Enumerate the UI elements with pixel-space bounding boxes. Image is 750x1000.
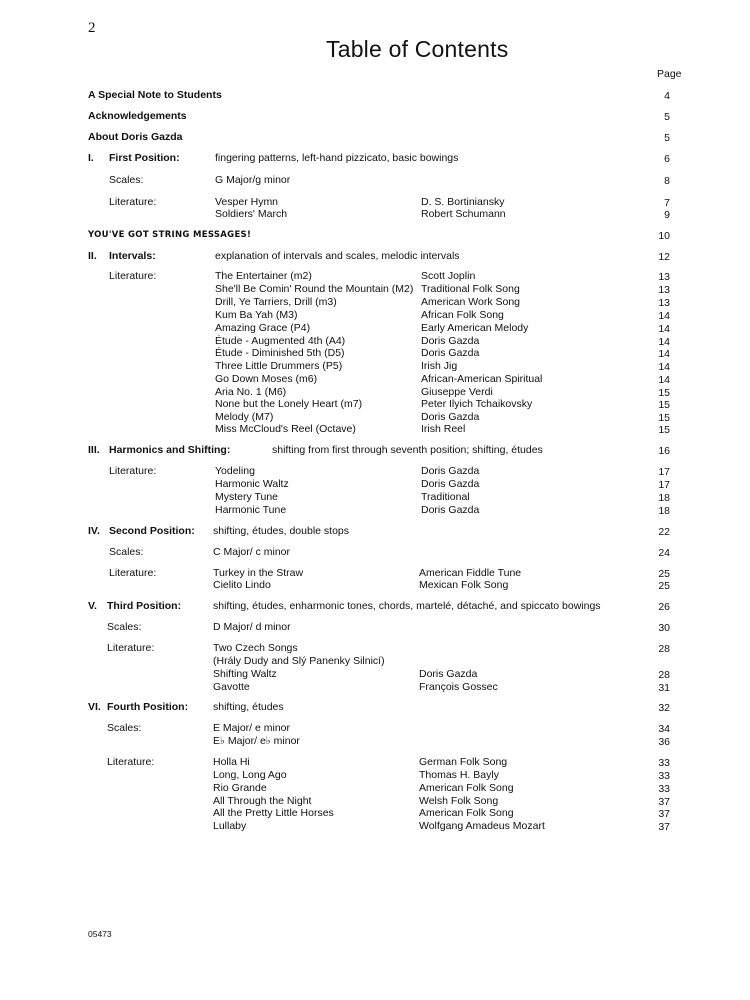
literature-composer: German Folk Song [419,756,508,768]
literature-title: None but the Lonely Heart (m7) [215,398,363,410]
literature-title: Three Little Drummers (P5) [215,360,343,372]
toc-page: 18 [658,505,670,517]
unit-description: shifting, études, enharmonic tones, chords, martelé, détaché, and spiccato bowings [213,600,601,612]
literature-label: Literature: [107,756,155,768]
toc-page: 37 [658,808,670,820]
literature-composer: Doris Gazda [421,335,480,347]
scales-label: Scales: [109,546,144,558]
toc-page: 4 [664,90,670,102]
scale-entry: E Major/ e minor [213,722,291,734]
literature-composer: African-American Spiritual [421,373,543,385]
toc-page: 14 [658,323,670,335]
page-number: 2 [88,20,96,36]
unit-numeral: V. [88,600,97,612]
toc-page: 22 [658,526,670,538]
unit-title: Intervals: [109,250,156,262]
toc-page: 17 [658,479,670,491]
literature-title: Étude - Augmented 4th (A4) [215,335,346,347]
toc-page: 16 [658,445,670,457]
literature-composer: American Work Song [421,296,521,308]
literature-title: Melody (M7) [215,411,274,423]
literature-composer: François Gossec [419,681,498,693]
toc-entry-acknowledgements: Acknowledgements [88,110,187,122]
unit-description: explanation of intervals and scales, melodic intervals [215,250,460,262]
literature-composer: Mexican Folk Song [419,579,509,591]
unit-title: Third Position: [107,600,182,612]
toc-page: 12 [658,251,670,263]
scale-entry: E♭ Major/ e♭ minor [213,735,300,747]
toc-page: 37 [658,796,670,808]
literature-composer: Scott Joplin [421,270,476,282]
literature-title: Gavotte [213,681,250,693]
toc-page: 24 [658,547,670,559]
scales-label: Scales: [107,621,142,633]
toc-page: 28 [658,643,670,655]
literature-title: Aria No. 1 (M6) [215,386,287,398]
literature-title: She'll Be Comin' Round the Mountain (M2) [215,283,414,295]
unit-title: Second Position: [109,525,195,537]
toc-page: 15 [658,399,670,411]
literature-composer: Thomas H. Bayly [419,769,499,781]
literature-label: Literature: [109,196,157,208]
toc-page: 14 [658,336,670,348]
unit-title: Harmonics and Shifting: [109,444,231,456]
literature-title: Harmonic Tune [215,504,287,516]
literature-title: Rio Grande [213,782,267,794]
literature-composer: Doris Gazda [421,347,480,359]
scale-entry: D Major/ d minor [213,621,291,633]
literature-title: Kum Ba Yah (M3) [215,309,298,321]
toc-page: 26 [658,601,670,613]
literature-title: Go Down Moses (m6) [215,373,318,385]
unit-numeral: II. [88,250,97,262]
literature-composer: Traditional Folk Song [421,283,520,295]
literature-title: Vesper Hymn [215,196,279,208]
literature-label: Literature: [109,567,157,579]
literature-composer: Wolfgang Amadeus Mozart [419,820,545,832]
literature-title: Lullaby [213,820,247,832]
string-messages-heading: YOU'VE GOT STRING MESSAGES! [88,230,252,240]
unit-numeral: IV. [88,525,100,537]
unit-description: shifting from first through seventh position; shifting, études [272,444,543,456]
toc-page: 18 [658,492,670,504]
scale-entry: G Major/g minor [215,174,291,186]
unit-description: fingering patterns, left-hand pizzicato, basic bowings [215,152,459,164]
literature-composer: Early American Melody [421,322,529,334]
literature-label: Literature: [109,270,157,282]
toc-page: 28 [658,669,670,681]
toc-page: 14 [658,310,670,322]
literature-composer: American Folk Song [419,782,514,794]
literature-title: Long, Long Ago [213,769,287,781]
toc-page: 33 [658,783,670,795]
literature-title: Yodeling [215,465,255,477]
scales-label: Scales: [109,174,144,186]
literature-composer: African Folk Song [421,309,504,321]
catalog-code: 05473 [88,929,112,939]
scale-entry: C Major/ c minor [213,546,291,558]
literature-composer: Doris Gazda [421,504,480,516]
literature-title: The Entertainer (m2) [215,270,312,282]
literature-composer: American Fiddle Tune [419,567,522,579]
literature-title: Drill, Ye Tarriers, Drill (m3) [215,296,337,308]
literature-title: Shifting Waltz [213,668,277,680]
toc-page: 15 [658,387,670,399]
toc-page: 6 [664,153,670,165]
toc-page: 25 [658,568,670,580]
toc-page: 32 [658,702,670,714]
literature-title: Amazing Grace (P4) [215,322,311,334]
toc-page: 14 [658,348,670,360]
unit-title: First Position: [109,152,180,164]
unit-description: shifting, études, double stops [213,525,350,537]
literature-composer: Robert Schumann [421,208,506,220]
literature-composer: D. S. Bortiniansky [421,196,505,208]
literature-title: Étude - Diminished 5th (D5) [215,347,345,359]
literature-composer: Irish Reel [421,423,466,435]
toc-page: 13 [658,297,670,309]
toc-page: 14 [658,374,670,386]
literature-title: Turkey in the Straw [213,567,304,579]
literature-label: Literature: [107,642,155,654]
literature-title: Miss McCloud's Reel (Octave) [215,423,356,435]
page-column-header: Page [657,68,682,80]
toc-page: 13 [658,271,670,283]
toc-page: 9 [664,209,670,221]
toc-page: 36 [658,736,670,748]
literature-composer: Doris Gazda [419,668,478,680]
toc-page: 25 [658,580,670,592]
literature-title: Cielito Lindo [213,579,271,591]
scales-label: Scales: [107,722,142,734]
unit-description: shifting, études [213,701,284,713]
literature-composer: Doris Gazda [421,411,480,423]
literature-title: All the Pretty Little Horses [213,807,334,819]
literature-title: Two Czech Songs [213,642,298,654]
toc-page: 14 [658,361,670,373]
toc-page: 10 [658,230,670,242]
toc-page: 7 [664,197,670,209]
literature-composer: Welsh Folk Song [419,795,499,807]
toc-page: 30 [658,622,670,634]
toc-page: 31 [658,682,670,694]
toc-page: 13 [658,284,670,296]
literature-composer: Doris Gazda [421,478,480,490]
literature-composer: Doris Gazda [421,465,480,477]
unit-title: Fourth Position: [107,701,189,713]
literature-title: Harmonic Waltz [215,478,289,490]
toc-page: 33 [658,757,670,769]
unit-numeral: I. [88,152,94,164]
literature-title: Holla Hi [213,756,250,768]
toc-page: 5 [664,111,670,123]
page-title: Table of Contents [326,36,509,62]
literature-title: Mystery Tune [215,491,279,503]
toc-page: 37 [658,821,670,833]
toc-entry-about-author: About Doris Gazda [88,131,183,143]
toc-page: 15 [658,412,670,424]
literature-title-subtitle: (Hrály Dudy and Slý Panenky Silnicí) [213,655,385,667]
literature-title: All Through the Night [213,795,312,807]
toc-entry-special-note: A Special Note to Students [88,89,222,101]
toc-page: 5 [664,132,670,144]
toc-page: 8 [664,175,670,187]
literature-composer: Irish Jig [421,360,458,372]
literature-composer: Peter Ilyich Tchaikovsky [421,398,533,410]
literature-label: Literature: [109,465,157,477]
literature-composer: Giuseppe Verdi [421,386,493,398]
literature-composer: Traditional [421,491,470,503]
toc-page: 17 [658,466,670,478]
literature-title: Soldiers' March [215,208,288,220]
toc-page: 33 [658,770,670,782]
unit-numeral: III. [88,444,100,456]
unit-numeral: VI. [88,701,101,713]
toc-page: 15 [658,424,670,436]
toc-page: 34 [658,723,670,735]
literature-composer: American Folk Song [419,807,514,819]
